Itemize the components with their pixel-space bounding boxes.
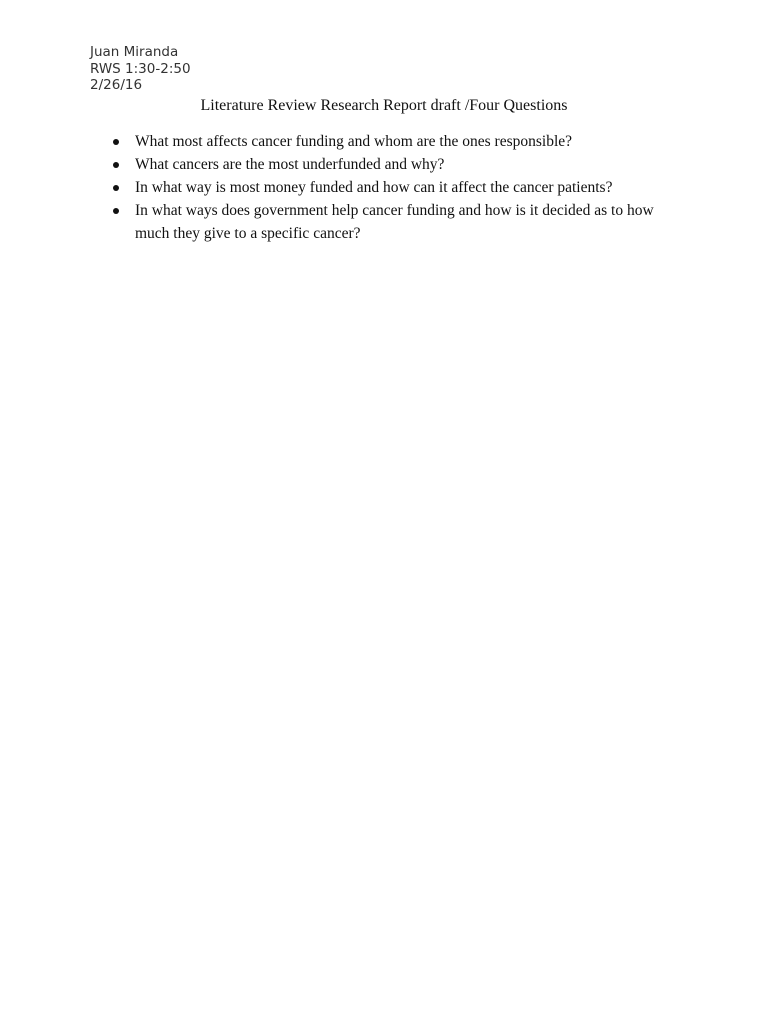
question-text: In what way is most money funded and how can it affect the cancer patients?	[135, 179, 613, 196]
author-name: Juan Miranda	[90, 44, 179, 60]
list-item	[110, 199, 690, 245]
question-text: What cancers are the most underfunded and why?	[135, 156, 445, 173]
document-date: 2/26/16	[90, 77, 143, 93]
bullet-icon	[113, 139, 119, 145]
question-list	[110, 130, 690, 245]
question-text: In what ways does government help cancer funding and how is it decided as to how much they give to a specific cancer?	[135, 202, 654, 242]
bullet-icon	[113, 185, 119, 191]
bullet-icon	[113, 208, 119, 214]
list-item	[110, 153, 690, 176]
list-item	[110, 176, 690, 199]
document-header	[90, 44, 191, 94]
course-info: RWS 1:30-2:50	[90, 60, 191, 77]
list-item	[110, 130, 690, 153]
document-title: Literature Review Research Report draft /Four Questions	[200, 97, 568, 114]
question-text: What most affects cancer funding and whom are the ones responsible?	[135, 133, 573, 150]
bullet-icon	[113, 162, 119, 168]
